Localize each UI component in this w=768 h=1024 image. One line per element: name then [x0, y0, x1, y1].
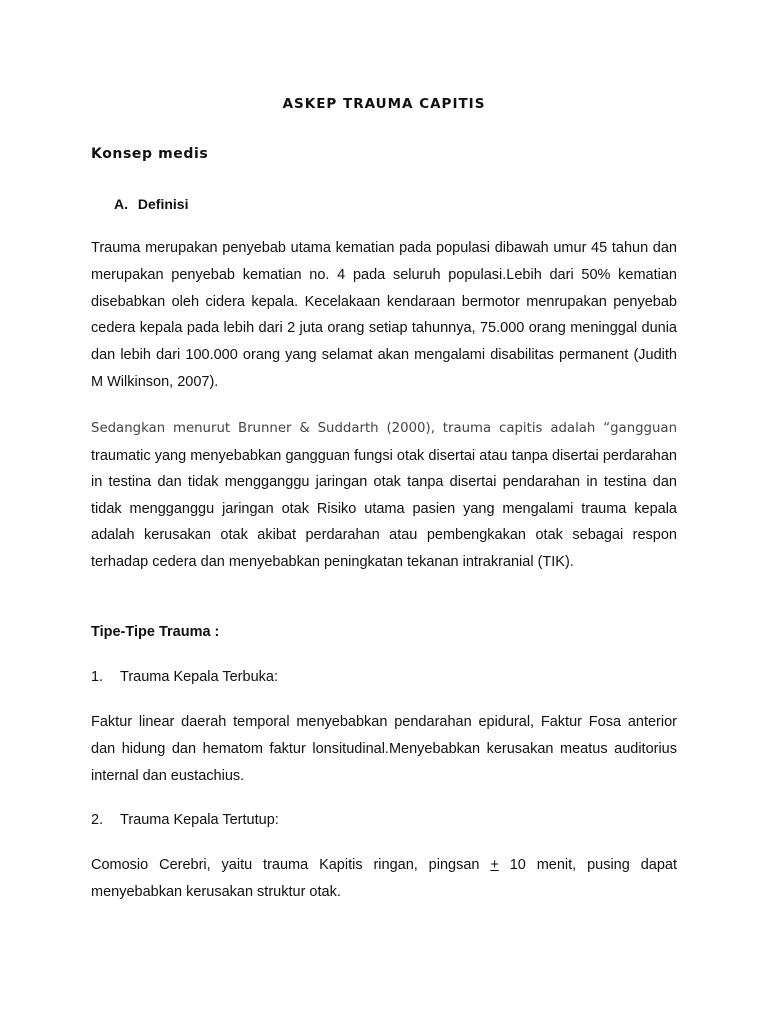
paragraph-trauma-tertutup	[91, 852, 677, 906]
paragraph-definisi: Trauma merupakan penyebab utama kematian pada populasi dibawah umur 45 tahun dan merupakan penyebab kematian no. 4 pada seluruh populasi.Lebih dari 50% kematian disebabkan oleh cidera kepala. Kecelakaan kendaraan bermotor menrupakan penyebab cedera kepala pada lebih dari 2 juta orang setiap tahunnya, 75.000 orang meninggal dunia dan lebih dari 100.000 orang yang selamat akan mengalami disabilitas permanent (Judith M Wilkinson, 2007).	[91, 240, 677, 390]
list-item-label: Trauma Kepala Terbuka:	[120, 669, 278, 685]
subheading-label: Definisi	[137, 196, 189, 212]
section-title-tipe-trauma: Tipe-Tipe Trauma :	[91, 624, 220, 640]
list-item-trauma-terbuka	[91, 669, 278, 685]
list-item-number: 2.	[91, 812, 104, 828]
document-title: ASKEP TRAUMA CAPITIS	[282, 96, 486, 112]
heading-konsep-medis: Konsep medis	[91, 146, 209, 162]
list-item-number: 1.	[91, 669, 104, 685]
subheading-marker: A.	[114, 196, 128, 212]
paragraph-trauma-terbuka: Faktur linear daerah temporal menyebabkan pendarahan epidural, Faktur Fosa anterior dan hidung dan hematom faktur lonsitudinal.Menyebabkan kerusakan meatus auditorius internal dan eustachius.	[91, 714, 677, 784]
paragraph-tertutup-before: Comosio Cerebri, yaitu trauma Kapitis ringan, pingsan	[91, 857, 491, 873]
plus-minus-symbol: +	[490, 857, 499, 873]
paragraph-brunner-rest: traumatic yang menyebabkan gangguan fungsi otak disertai atau tanpa disertai perdarahan in testina dan tidak mengganggu jaringan otak tanpa disertai pendarahan in testina dan tidak mengganggu jaringan otak Risiko utama pasien yang mengalami trauma kepala adalah kerusakan otak akibat perdarahan atau pembengkakan otak sebagai respon terhadap cedera dan menyebabkan peningkatan tekanan intrakranial (TIK).	[91, 447, 677, 570]
paragraph-tertutup-after: 10 menit, pusing dapat menyebabkan kerusakan struktur otak.	[91, 857, 677, 900]
paragraph-brunner-intro: Sedangkan menurut Brunner & Suddarth (2000), trauma capitis adalah “gangguan	[91, 421, 677, 436]
paragraph-brunner-suddarth	[91, 415, 677, 576]
subheading-definisi	[114, 196, 188, 212]
list-item-trauma-tertutup	[91, 812, 279, 828]
list-item-label: Trauma Kepala Tertutup:	[120, 812, 279, 828]
